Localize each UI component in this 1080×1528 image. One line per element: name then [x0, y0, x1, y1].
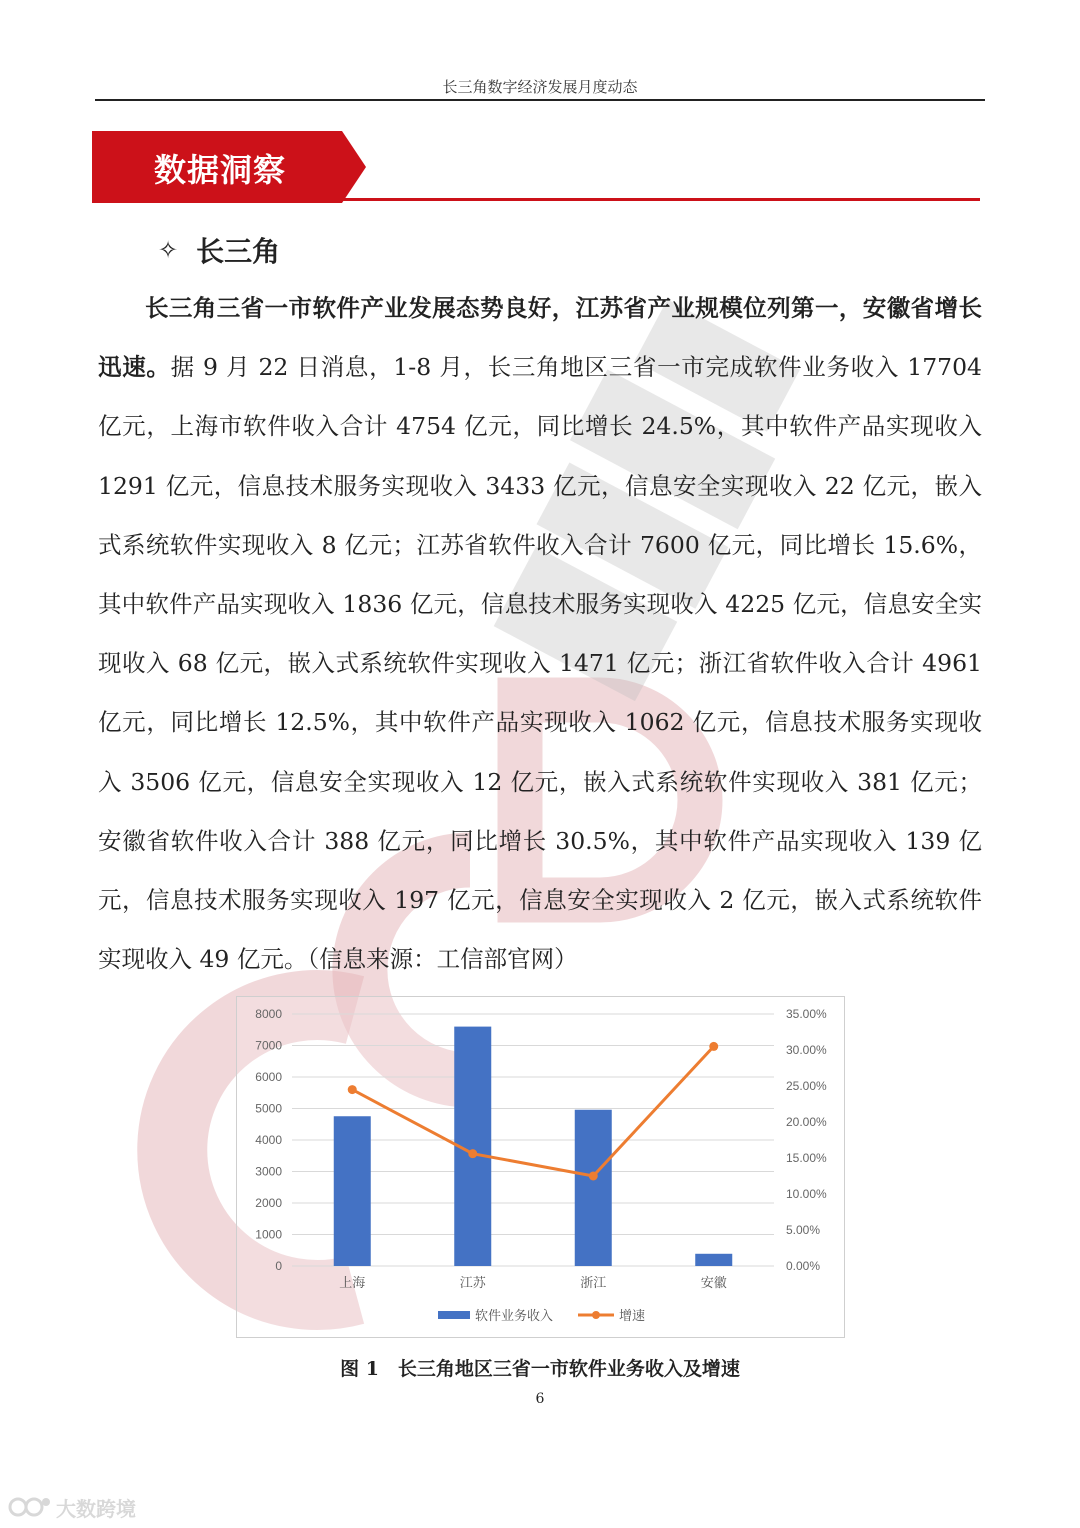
y-left-tick-label: 7000 [255, 1038, 282, 1053]
legend-swatch-bar [438, 1311, 470, 1319]
y-right-tick-label: 0.00% [786, 1259, 821, 1273]
section-banner [92, 131, 980, 203]
growth-point [709, 1042, 718, 1051]
x-tick-label: 江苏 [459, 1275, 486, 1290]
y-left-tick-label: 1000 [255, 1227, 282, 1242]
running-header: 长三角数字经济发展月度动态 [442, 78, 638, 96]
y-left-tick-label: 8000 [255, 1007, 282, 1021]
brand-logo-icon [8, 1494, 52, 1520]
bar [334, 1116, 371, 1266]
y-right-tick-label: 20.00% [786, 1115, 827, 1129]
growth-point [348, 1085, 357, 1094]
section-heading-text: 长三角 [196, 235, 281, 268]
y-left-tick-label: 3000 [255, 1164, 282, 1179]
chart-canvas [237, 997, 844, 1337]
y-left-tick-label: 4000 [255, 1133, 282, 1147]
y-right-tick-label: 35.00% [786, 1007, 827, 1021]
growth-point [589, 1172, 598, 1181]
brand-text: 大数跨境 [56, 1496, 136, 1521]
figure-caption: 图 1 长三角地区三省一市软件业务收入及增速 [340, 1358, 740, 1380]
y-right-tick-label: 15.00% [786, 1151, 827, 1165]
legend-label-bar: 软件业务收入 [475, 1308, 554, 1323]
page-number: 6 [535, 1391, 545, 1407]
x-tick-label: 浙江 [580, 1275, 607, 1290]
legend-swatch-line-marker [592, 1311, 600, 1319]
growth-point [468, 1149, 477, 1158]
article-body: 据 9 月 22 日消息，1-8 月，长三角地区三省一市完成软件业务收入 17704 亿元，上海市软件收入合计 4754 亿元，同比增长 24.5%，其中软件产品实现收入 1291 亿元，信息技术服务实现收入 3433 亿元，信息安全实现收入 22 亿元，嵌入式系统软件实现收入 8 亿元；江苏省软件收入合计 7600 亿元，同比增长 15.6%，其中软件产品实现收入 1836 亿元，信息技术服务实现收入 4225 亿元，信息安全实现收入 68 亿元，嵌入式系统软件实现收入 1471 亿元；浙江省软件收入合计 4961 亿元，同比增长 12.5%，其中软件产品实现收入 1062 亿元，信息技术服务实现收入 3506 亿元，信息安全实现收入 12 亿元，嵌入式系统软件实现收入 381 亿元；安徽省软件收入合计 388 亿元，同比增长 30.5%，其中软件产品实现收入 139 亿元，信息技术服务实现收入 197 亿元，信息安全实现收入 2 亿元，嵌入式系统软件实现收入 49 亿元。（信息来源：工信部官网） [98, 353, 982, 974]
bar [695, 1254, 732, 1266]
banner-title: 数据洞察 [154, 151, 287, 189]
header-rule [95, 99, 985, 101]
sparkle-icon: ✧ [158, 236, 179, 264]
y-left-tick-label: 5000 [255, 1101, 282, 1116]
article-paragraph [98, 279, 982, 989]
x-tick-label: 上海 [339, 1275, 366, 1290]
revenue-growth-chart [236, 996, 845, 1338]
bar [575, 1110, 612, 1266]
y-right-tick-label: 5.00% [786, 1223, 821, 1237]
y-right-tick-label: 30.00% [786, 1043, 827, 1057]
y-right-tick-label: 10.00% [786, 1187, 827, 1201]
y-left-tick-label: 6000 [255, 1070, 282, 1084]
section-heading [158, 230, 280, 270]
y-left-tick-label: 2000 [255, 1196, 282, 1210]
y-right-tick-label: 25.00% [786, 1079, 827, 1093]
x-tick-label: 安徽 [700, 1275, 727, 1290]
brand-watermark [8, 1492, 136, 1522]
legend-label-line: 增速 [619, 1308, 646, 1323]
growth-line [352, 1046, 714, 1176]
y-left-tick-label: 0 [275, 1259, 282, 1273]
article-lead: 长三角三省一市软件产业发展态势良好，江苏省产业规模位列第一，安徽省增长迅速。 [98, 294, 982, 382]
